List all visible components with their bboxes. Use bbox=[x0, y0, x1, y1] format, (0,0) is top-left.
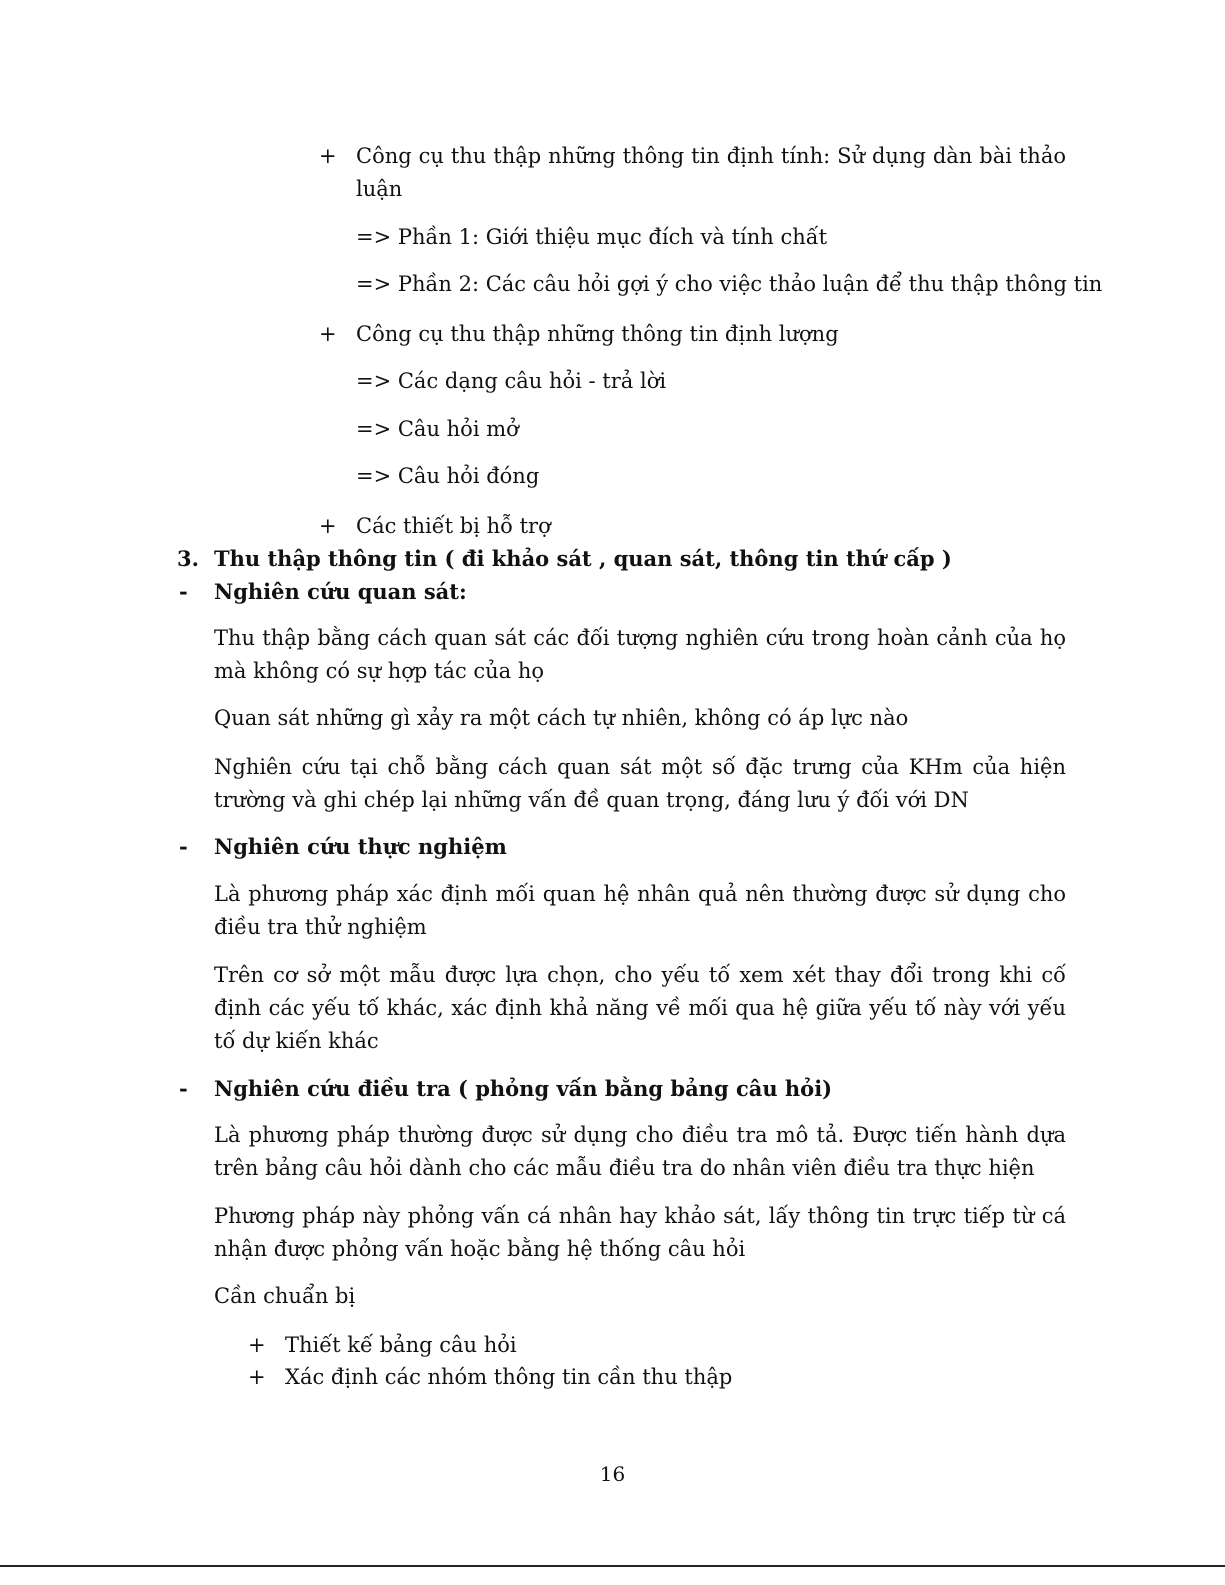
observation-paragraph-2: Quan sát những gì xảy ra một cách tự nhiên, không có áp lực nào bbox=[214, 706, 909, 730]
closed-question-text: => Câu hỏi đóng bbox=[356, 464, 540, 488]
survey-heading: Nghiên cứu điều tra ( phỏng vấn bằng bảng câu hỏi) bbox=[214, 1076, 833, 1101]
experiment-heading: Nghiên cứu thực nghiệm bbox=[214, 834, 507, 859]
dash-bullet: - bbox=[179, 1076, 188, 1101]
experiment-paragraph-1: Là phương pháp xác định mối quan hệ nhân quả nên thường được sử dụng cho điều tra thử nghiệm bbox=[214, 882, 1066, 939]
observation-heading: Nghiên cứu quan sát: bbox=[214, 579, 467, 604]
quantitative-tools-text: Công cụ thu thập những thông tin định lượng bbox=[356, 322, 839, 346]
bullet-plus: + bbox=[319, 322, 337, 346]
bullet-plus: + bbox=[248, 1333, 266, 1357]
question-types-text: => Các dạng câu hỏi - trả lời bbox=[356, 369, 667, 393]
support-devices-text: Các thiết bị hỗ trợ bbox=[356, 514, 551, 538]
open-question-text: => Câu hỏi mở bbox=[356, 417, 519, 441]
survey-paragraph-1: Là phương pháp thường được sử dụng cho điều tra mô tả. Được tiến hành dựa trên bảng câu hỏi dành cho các mẫu điều tra do nhân viên điều tra thực hiện bbox=[214, 1123, 1066, 1180]
survey-paragraph-2: Phương pháp này phỏng vấn cá nhân hay khảo sát, lấy thông tin trực tiếp từ cá nhận được phỏng vấn hoặc bằng hệ thống câu hỏi bbox=[214, 1204, 1066, 1261]
bullet-plus: + bbox=[319, 514, 337, 538]
bullet-plus: + bbox=[248, 1365, 266, 1389]
qualitative-tools-text: Công cụ thu thập những thông tin định tính: Sử dụng dàn bài thảo luận bbox=[356, 144, 1066, 201]
dash-bullet: - bbox=[179, 579, 188, 604]
page-bottom-border bbox=[0, 1565, 1225, 1567]
page-number: 16 bbox=[599, 1462, 626, 1486]
part1-text: => Phần 1: Giới thiệu mục đích và tính chất bbox=[356, 225, 828, 249]
dash-bullet: - bbox=[179, 834, 188, 859]
experiment-paragraph-2: Trên cơ sở một mẫu được lựa chọn, cho yếu tố xem xét thay đổi trong khi cố định các yếu tố khác, xác định khả năng về mối qua hệ giữa yếu tố này với yếu tố dự kiến khác bbox=[214, 963, 1066, 1053]
preparation-text: Cần chuẩn bị bbox=[214, 1284, 356, 1308]
part2-text: => Phần 2: Các câu hỏi gợi ý cho việc thảo luận để thu thập thông tin bbox=[356, 272, 1103, 296]
section-title: Thu thập thông tin ( đi khảo sát , quan sát, thông tin thứ cấp ) bbox=[214, 546, 952, 571]
bullet-plus: + bbox=[319, 144, 337, 168]
observation-paragraph-1: Thu thập bằng cách quan sát các đối tượng nghiên cứu trong hoàn cảnh của họ mà không có sự hợp tác của họ bbox=[214, 626, 1066, 683]
section-number: 3. bbox=[177, 546, 199, 571]
observation-paragraph-3: Nghiên cứu tại chỗ bằng cách quan sát một số đặc trưng của KHm của hiện trường và ghi chép lại những vấn đề quan trọng, đáng lưu ý đối với DN bbox=[214, 755, 1066, 812]
survey-list-item: Xác định các nhóm thông tin cần thu thập bbox=[285, 1365, 733, 1389]
survey-list-item: Thiết kế bảng câu hỏi bbox=[285, 1333, 517, 1357]
